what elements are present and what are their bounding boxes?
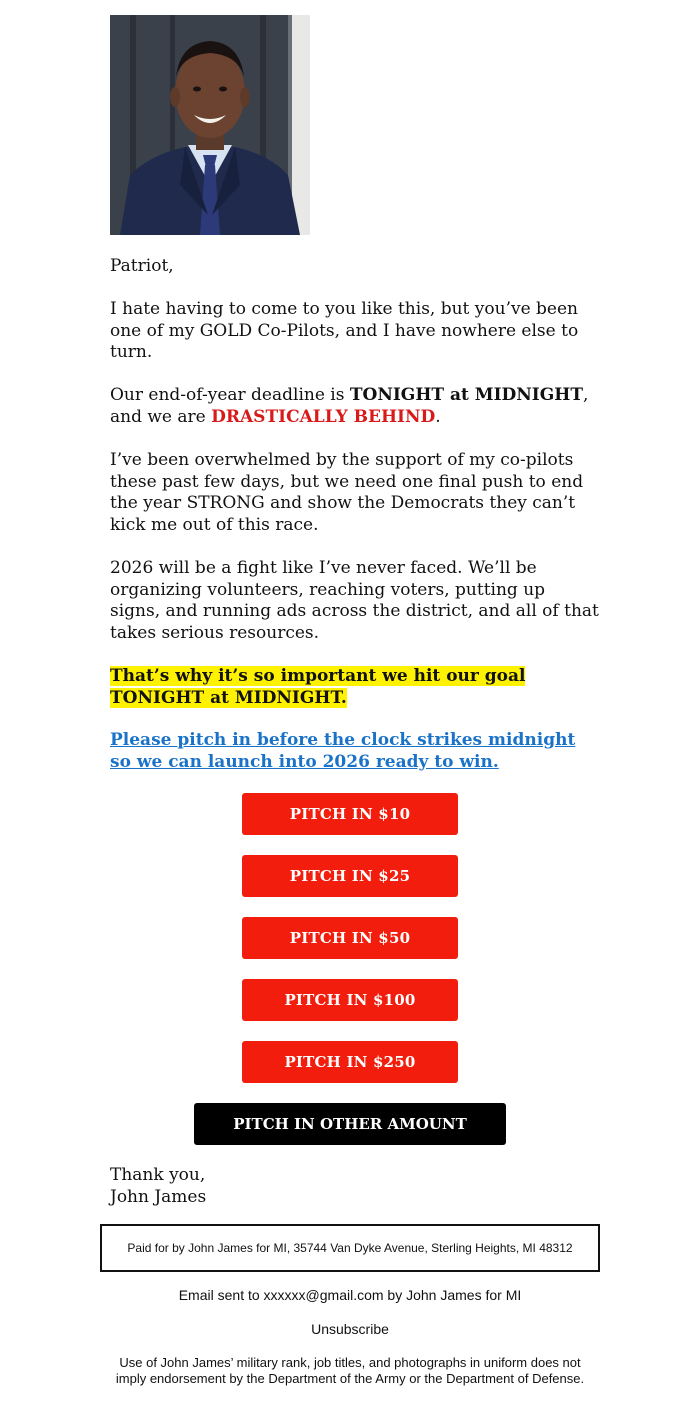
pitch-in-100-button[interactable]: PITCH IN $100 xyxy=(242,979,458,1021)
candidate-photo xyxy=(110,15,310,235)
deadline-alert: DRASTICALLY BEHIND xyxy=(211,406,436,427)
deadline-end: . xyxy=(435,406,441,427)
portrait-image xyxy=(110,15,310,235)
paragraph-deadline xyxy=(110,385,600,428)
pitch-in-10-button[interactable]: PITCH IN $10 xyxy=(242,793,458,835)
paragraph-highlight xyxy=(110,666,600,709)
highlight-text: That’s why it’s so important we hit our goal TONIGHT at MIDNIGHT. xyxy=(110,666,526,708)
signature: John James xyxy=(110,1187,207,1207)
paid-for-disclaimer xyxy=(100,1224,600,1272)
email-sent-to: Email sent to xxxxxx@gmail.com by John James for MI xyxy=(178,1287,522,1303)
paragraph-link xyxy=(110,730,600,773)
military-disclaimer: Use of John James’ military rank, job titles, and photographs in uniform does not imply endorsement by the Department of the Army or the Department of Defense. xyxy=(115,1355,585,1386)
signoff: Thank you, xyxy=(110,1165,206,1185)
paragraph-support: I’ve been overwhelmed by the support of my co-pilots these past few days, but we need one final push to end the year STRONG and show the Democrats they can’t kick me out of this race. xyxy=(110,450,584,535)
paragraph-intro: I hate having to come to you like this, but you’ve been one of my GOLD Co-Pilots, and I have nowhere else to turn. xyxy=(110,299,579,362)
greeting: Patriot, xyxy=(110,256,174,276)
pitch-in-250-button[interactable]: PITCH IN $250 xyxy=(242,1041,458,1083)
pitch-in-other-button[interactable]: PITCH IN OTHER AMOUNT xyxy=(194,1103,506,1145)
unsubscribe-link[interactable]: Unsubscribe xyxy=(311,1321,389,1337)
pitch-in-25-button[interactable]: PITCH IN $25 xyxy=(242,855,458,897)
deadline-prefix: Our end-of-year deadline is xyxy=(110,385,350,405)
paid-for-text: Paid for by John James for MI, 35744 Van Dyke Avenue, Sterling Heights, MI 48312 xyxy=(127,1241,573,1255)
pitch-in-50-button[interactable]: PITCH IN $50 xyxy=(242,917,458,959)
deadline-bold: TONIGHT at MIDNIGHT xyxy=(349,385,583,405)
pitch-in-link[interactable]: Please pitch in before the clock strikes midnight so we can launch into 2026 ready to win. xyxy=(110,730,576,772)
deadline-mid: , and we are xyxy=(110,385,589,427)
paragraph-fight: 2026 will be a fight like I’ve never faced. We’ll be organizing volunteers, reaching voters, putting up signs, and running ads across the district, and all of that takes serious resources. xyxy=(110,558,599,643)
